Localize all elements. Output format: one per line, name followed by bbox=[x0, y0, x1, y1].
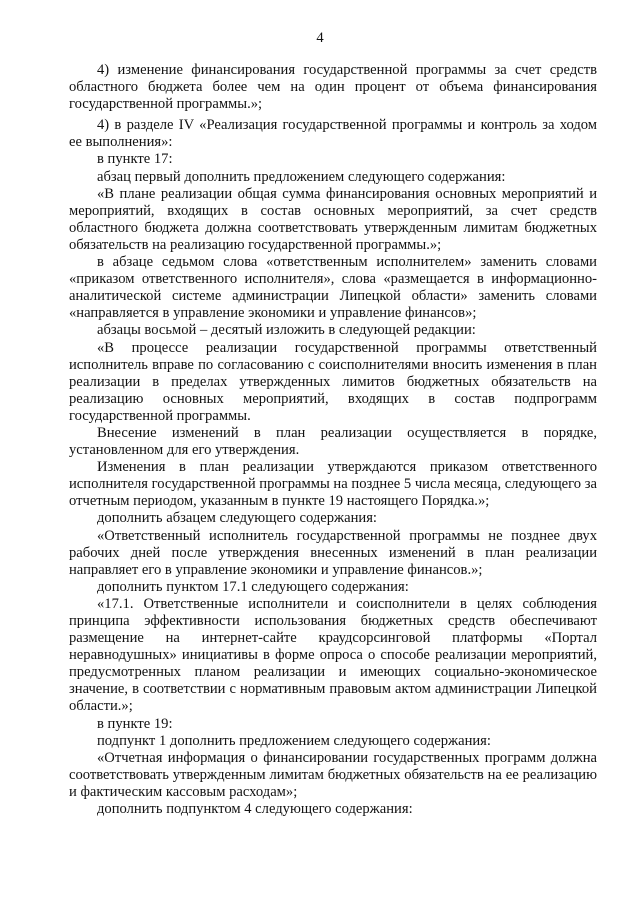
paragraph: в пункте 17: bbox=[97, 151, 173, 168]
paragraph: «В плане реализации общая сумма финансирования основных мероприятий и мероприятий, входящих в состав основных мероприятий, за счет средств областного бюджета должна соответствовать утвержденным лимитам бюджетных обязательств на реализацию государственной программы.»; bbox=[69, 185, 597, 253]
paragraph: дополнить подпунктом 4 следующего содержания: bbox=[97, 801, 413, 818]
paragraph: Изменения в план реализации утверждаются приказом ответственного исполнителя государственной программы на позднее 5 числа месяца, следующего за отчетным периодом, указанным в пункте 19 настоящего Порядка.»; bbox=[69, 459, 597, 510]
page-number: 4 bbox=[316, 30, 324, 46]
paragraph: «Отчетная информация о финансировании государственных программ должна соответствовать утвержденным лимитам бюджетных обязательств на ее реализацию и фактическим кассовым расходам»; bbox=[69, 749, 597, 800]
paragraph: 4) в разделе IV «Реализация государственной программы и контроль за ходом ее выполнения»: bbox=[69, 117, 597, 151]
paragraph: дополнить пунктом 17.1 следующего содержания: bbox=[97, 578, 409, 595]
paragraph: «Ответственный исполнитель государственной программы не позднее двух рабочих дней после утверждения внесенных изменений в план реализации направляет его в управление экономики и управление финансов.»; bbox=[69, 527, 597, 578]
paragraph: в абзаце седьмом слова «ответственным исполнителем» заменить словами «приказом ответственного исполнителя», слова «размещается в информационно-аналитической системе администрации Липецкой области» заменить словами «направляется в управление экономики и управление финансов»; bbox=[69, 254, 597, 322]
paragraph: «В процессе реализации государственной программы ответственный исполнитель вправе по согласованию с соисполнителями вносить изменения в план реализации в пределах утвержденных лимитов бюджетных обязательств на реализацию основных мероприятий, входящих в состав подпрограмм государственной программы. bbox=[69, 339, 597, 424]
paragraph: Внесение изменений в план реализации осуществляется в порядке, установленном для его утверждения. bbox=[69, 424, 597, 459]
paragraph: дополнить абзацем следующего содержания: bbox=[97, 510, 377, 527]
paragraph: абзацы восьмой – десятый изложить в следующей редакции: bbox=[97, 322, 476, 339]
paragraph: «17.1. Ответственные исполнители и соисполнители в целях соблюдения принципа эффективности использования бюджетных средств обеспечивают размещение на интернет-сайте краудсорсинговой платформы «Портал неравнодушных» инициативы в форме опроса о способе реализации мероприятий, предусмотренных планом реализации и имеющих социально-экономическое значение, в соответствии с нормативным правовым актом администрации Липецкой области.»; bbox=[69, 595, 597, 715]
paragraph: в пункте 19: bbox=[97, 715, 173, 732]
paragraph: подпункт 1 дополнить предложением следующего содержания: bbox=[97, 732, 491, 749]
paragraph: 4) изменение финансирования государственной программы за счет средств областного бюджета более чем на один процент от объема финансирования государственной программы.»; bbox=[69, 62, 597, 113]
document-body bbox=[69, 62, 597, 818]
paragraph: абзац первый дополнить предложением следующего содержания: bbox=[97, 168, 506, 185]
